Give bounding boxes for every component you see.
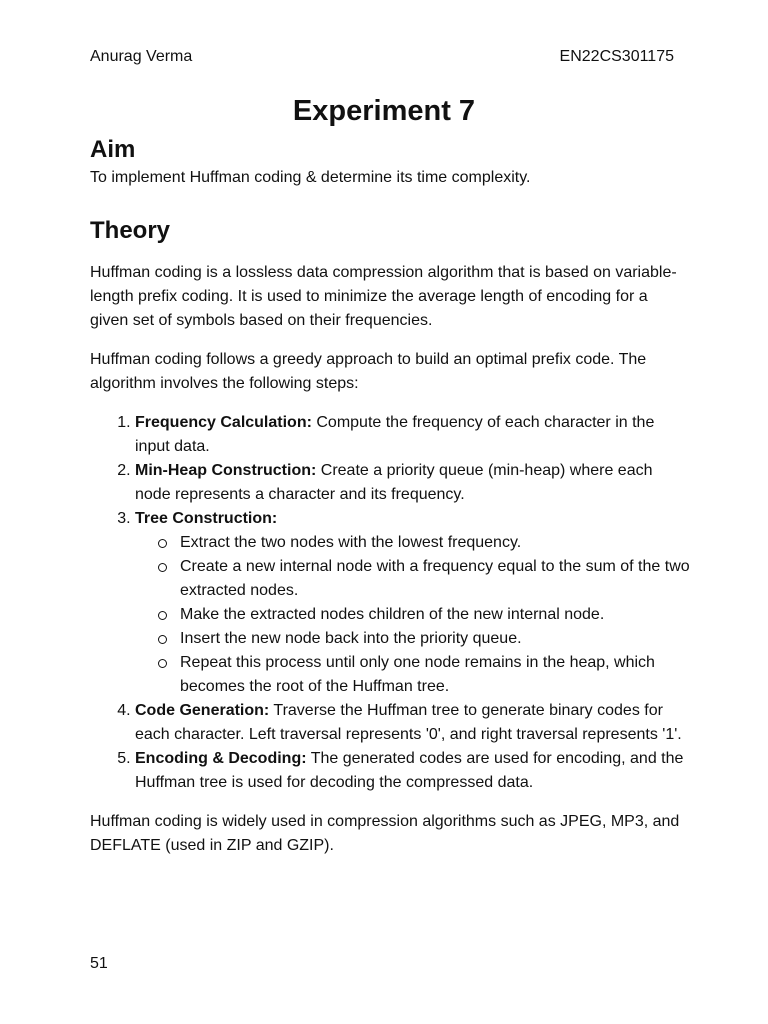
- substep-item: Extract the two nodes with the lowest frequency.: [157, 531, 690, 555]
- list-item-min-heap-construction: [135, 459, 690, 507]
- steps-list-wrapper: [90, 411, 690, 795]
- list-item-code-generation: [135, 699, 690, 747]
- step-text: Compute the frequency of each character in the input data.: [135, 414, 655, 455]
- aim-text: To implement Huffman coding & determine its time complexity.: [90, 169, 531, 186]
- list-item-encoding-decoding: [135, 747, 690, 795]
- document-body: [90, 135, 690, 858]
- substeps-list: [135, 531, 690, 699]
- substep-item: Insert the new node back into the priority queue.: [157, 627, 690, 651]
- step-text: Create a priority queue (min-heap) where each node represents a character and its frequency.: [135, 462, 653, 503]
- substep-item: Make the extracted nodes children of the new internal node.: [157, 603, 690, 627]
- page-title: Experiment 7: [292, 95, 476, 127]
- list-item-tree-construction: [135, 507, 690, 699]
- substep-item: Repeat this process until only one node remains in the heap, which becomes the root of the Huffman tree.: [157, 651, 690, 699]
- step-term: Encoding & Decoding:: [135, 750, 307, 767]
- theory-paragraph-2: Huffman coding follows a greedy approach to build an optimal prefix code. The algorithm involves the following steps:: [90, 351, 647, 392]
- enrollment-number: EN22CS301175: [559, 48, 674, 65]
- theory-paragraph-1: Huffman coding is a lossless data compression algorithm that is based on variable-length prefix coding. It is used to minimize the average length of encoding for a given set of symbols based on their frequencies.: [90, 264, 677, 329]
- step-text: The generated codes are used for encoding, and the Huffman tree is used for decoding the compressed data.: [135, 750, 684, 791]
- step-term: Frequency Calculation:: [135, 414, 312, 431]
- steps-list: [90, 411, 690, 795]
- page-number: 51: [90, 955, 108, 972]
- author-name: Anurag Verma: [90, 48, 193, 65]
- list-item-frequency-calculation: [135, 411, 690, 459]
- aim-heading: Aim: [90, 136, 136, 163]
- step-text: Traverse the Huffman tree to generate binary codes for each character. Left traversal represents '0', and right traversal represents '1'.: [135, 702, 682, 743]
- step-term: Tree Construction:: [135, 510, 278, 527]
- theory-closing-paragraph: Huffman coding is widely used in compression algorithms such as JPEG, MP3, and DEFLATE (used in ZIP and GZIP).: [90, 813, 680, 854]
- theory-heading: Theory: [90, 217, 171, 244]
- substep-item: Create a new internal node with a frequency equal to the sum of the two extracted nodes.: [157, 555, 690, 603]
- step-term: Code Generation:: [135, 702, 270, 719]
- step-term: Min-Heap Construction:: [135, 462, 317, 479]
